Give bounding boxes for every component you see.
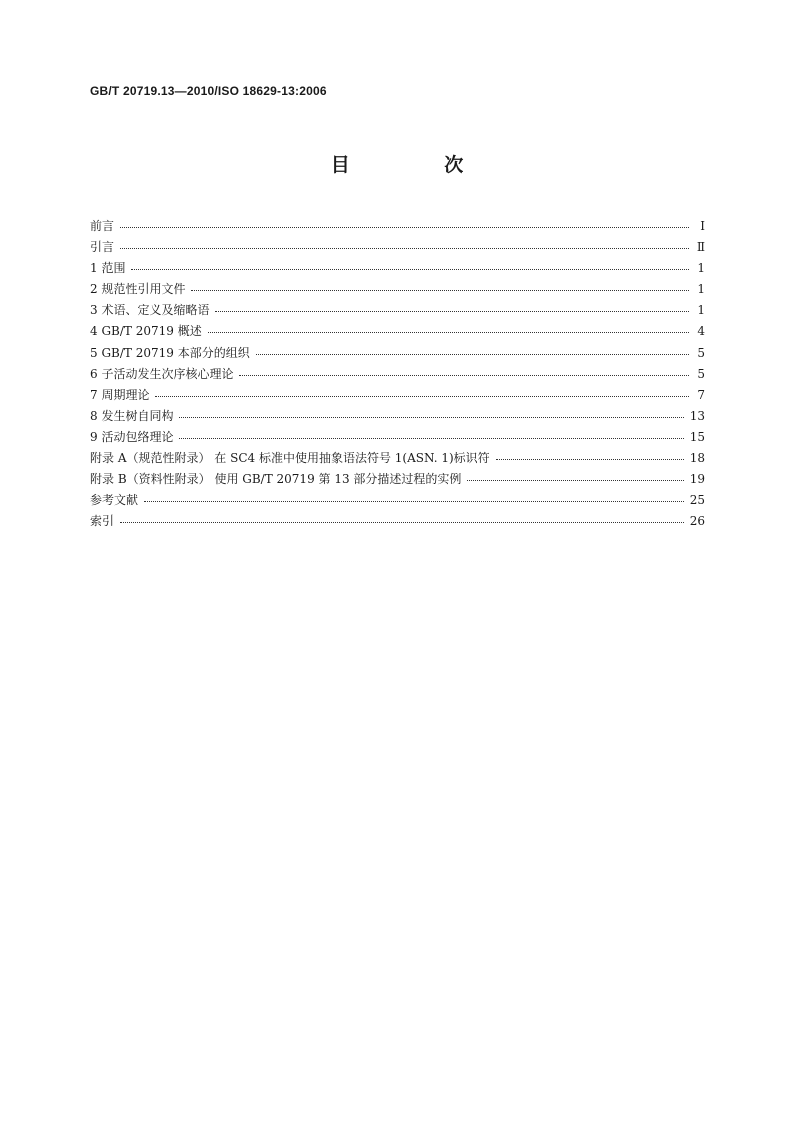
toc-entry-bibliography[interactable] (90, 490, 705, 511)
toc-entry-label: 引言 (90, 240, 115, 255)
toc-dot-leader (191, 281, 689, 293)
toc-entry-index[interactable] (90, 511, 705, 532)
toc-dot-leader (208, 323, 689, 335)
toc-entry-scope[interactable] (90, 258, 705, 279)
toc-entry-page: 5 (697, 366, 705, 381)
toc-dot-leader (239, 366, 689, 378)
toc-entry-page: 26 (689, 514, 705, 529)
toc-entry-label: 参考文献 (90, 493, 139, 508)
toc-entry-page: 18 (689, 451, 705, 466)
toc-entry-page: 1 (697, 303, 705, 318)
toc-entry-subactivity-theory[interactable] (90, 364, 705, 385)
toc-dot-leader (179, 429, 683, 441)
toc-entry-label: 2 规范性引用文件 (90, 282, 186, 297)
toc-entry-normative-references[interactable] (90, 279, 705, 300)
toc-entry-introduction[interactable] (90, 237, 705, 258)
toc-entry-page: 25 (689, 493, 705, 508)
toc-entry-label: 8 发生树自同构 (90, 408, 174, 423)
toc-entry-foreword[interactable] (90, 216, 705, 237)
toc-dot-leader (120, 218, 689, 230)
toc-entry-label: 6 子活动发生次序核心理论 (90, 366, 234, 381)
toc-dot-leader (120, 513, 684, 525)
toc-entry-label: 3 术语、定义及缩略语 (90, 303, 210, 318)
toc-dot-leader (144, 492, 684, 504)
standard-number-header: GB/T 20719.13—2010/ISO 18629-13:2006 (90, 84, 327, 98)
toc-entry-page: 13 (689, 408, 705, 423)
toc-dot-leader (131, 260, 689, 272)
toc-entry-page: 4 (697, 324, 705, 339)
toc-entry-organization[interactable] (90, 343, 705, 364)
toc-entry-label: 前言 (90, 219, 115, 233)
toc-dot-leader (120, 239, 689, 251)
toc-entry-label: 7 周期理论 (90, 387, 150, 402)
toc-entry-page: Ⅱ (696, 240, 705, 255)
toc-entry-overview[interactable] (90, 321, 705, 342)
page-title: 目 次 (330, 154, 508, 176)
toc-entry-page: 1 (697, 261, 705, 276)
toc-entry-page: 19 (689, 472, 705, 487)
toc-entry-page: 15 (689, 429, 705, 444)
toc-entry-periodic-theory[interactable] (90, 385, 705, 406)
toc-entry-label: 9 活动包络理论 (90, 429, 174, 444)
toc-entry-label: 1 范围 (90, 261, 126, 276)
toc-entry-label: 索引 (90, 514, 115, 529)
toc-entry-page: Ⅰ (700, 219, 705, 233)
toc-entry-terms-definitions[interactable] (90, 300, 705, 321)
toc-entry-label: 5 GB/T 20719 本部分的组织 (90, 345, 250, 360)
toc-dot-leader (256, 345, 689, 357)
toc-entry-annex-b[interactable] (90, 469, 705, 490)
toc-entry-annex-a[interactable] (90, 448, 705, 469)
table-of-contents (90, 216, 705, 532)
toc-dot-leader (215, 302, 689, 314)
toc-dot-leader (179, 408, 683, 420)
toc-entry-automorphism[interactable] (90, 406, 705, 427)
toc-entry-page: 7 (697, 387, 705, 402)
toc-entry-envelope-theory[interactable] (90, 427, 705, 448)
toc-entry-label: 附录 A（规范性附录） 在 SC4 标准中使用抽象语法符号 1(ASN. 1)标识符 (90, 451, 490, 466)
toc-dot-leader (496, 450, 684, 462)
toc-dot-leader (467, 471, 683, 483)
toc-entry-label: 4 GB/T 20719 概述 (90, 324, 202, 339)
toc-entry-page: 5 (697, 345, 705, 360)
toc-entry-label: 附录 B（资料性附录） 使用 GB/T 20719 第 13 部分描述过程的实例 (90, 472, 462, 487)
toc-dot-leader (155, 387, 689, 399)
toc-entry-page: 1 (697, 282, 705, 297)
